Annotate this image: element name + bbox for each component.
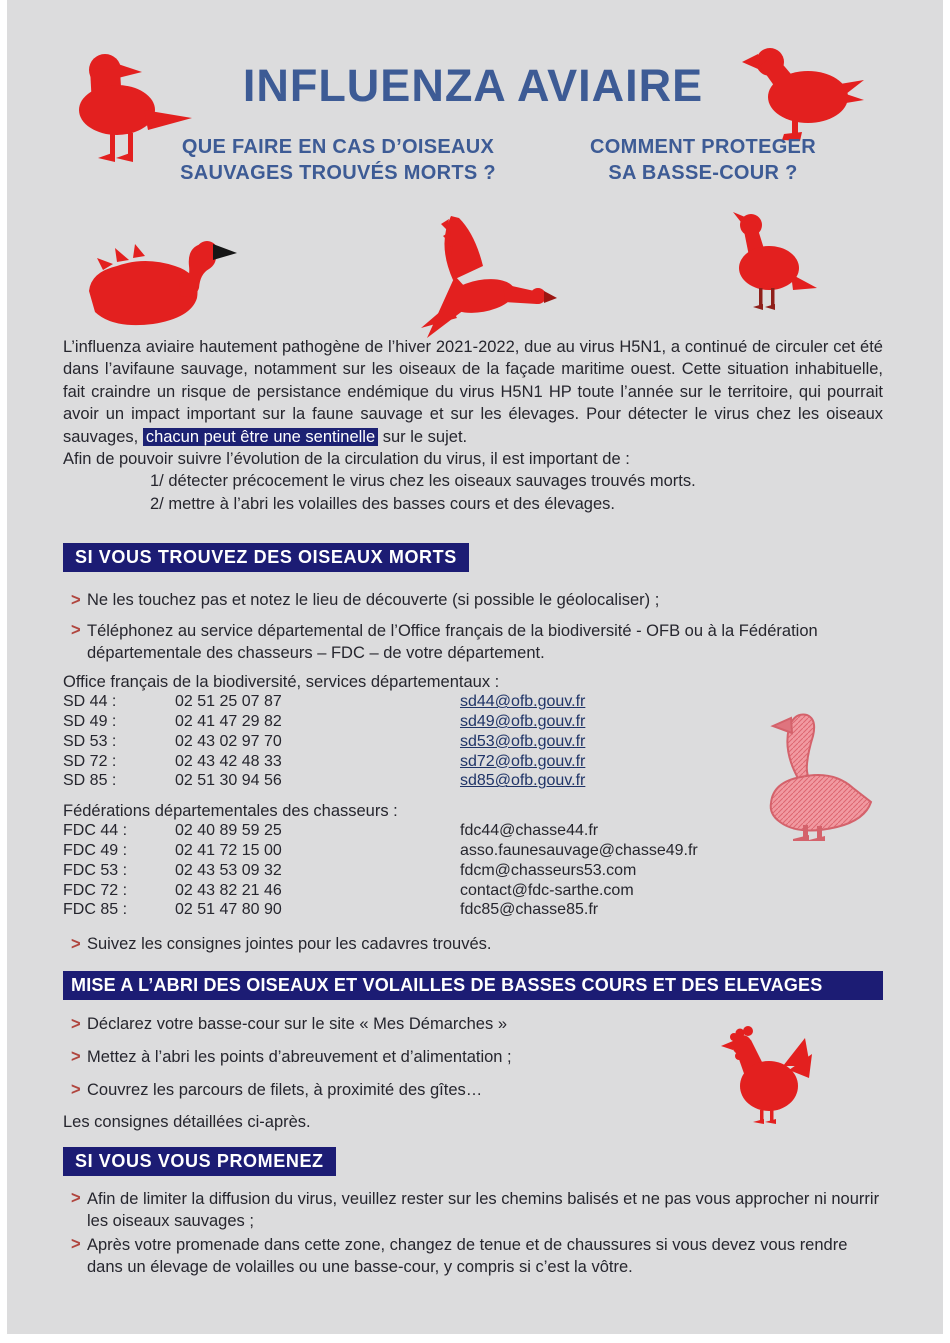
contact-row-fdc85 bbox=[63, 900, 883, 920]
intro-item2: 2/ mettre à l’abri les volailles des basses cours et des élevages. bbox=[150, 494, 615, 513]
bullet-text: Ne les touchez pas et notez le lieu de découverte (si possible le géolocaliser) ; bbox=[87, 591, 660, 610]
subtitle-left-line2: SAUVAGES TROUVÉS MORTS ? bbox=[180, 162, 496, 184]
bullet-dont-touch bbox=[71, 589, 883, 611]
contact-email: contact@fdc-sarthe.com bbox=[460, 881, 634, 899]
contact-phone: 02 43 02 97 70 bbox=[175, 732, 282, 750]
contact-label: SD 44 : bbox=[63, 693, 117, 711]
bullet-text: Après votre promenade dans cette zone, changez de tenue et de chaussures si vous devez vous rendre dans un élevage de volailles ou une basse-cour, y compris si c’est la vôtre. bbox=[87, 1236, 848, 1277]
intro-line2: Afin de pouvoir suivre l’évolution de la circulation du virus, il est important de : bbox=[63, 450, 630, 469]
contact-email: fdc85@chasse85.fr bbox=[460, 901, 599, 919]
bullet-change-clothes bbox=[71, 1234, 883, 1278]
contact-phone: 02 40 89 59 25 bbox=[175, 822, 282, 840]
bullet-arrow-icon: > bbox=[71, 1189, 81, 1209]
contact-label: SD 49 : bbox=[63, 713, 117, 731]
contact-row-sd72 bbox=[63, 752, 883, 772]
contact-phone: 02 41 47 29 82 bbox=[175, 713, 282, 731]
contact-row-sd44 bbox=[63, 692, 883, 712]
bullet-arrow-icon: > bbox=[71, 1080, 81, 1100]
contact-row-fdc72 bbox=[63, 881, 883, 901]
intro-paragraph bbox=[63, 336, 883, 448]
contact-label: FDC 85 : bbox=[63, 901, 128, 919]
contact-row-sd85 bbox=[63, 771, 883, 791]
contact-row-sd53 bbox=[63, 732, 883, 752]
bullet-cover bbox=[71, 1079, 883, 1101]
subtitle-left bbox=[63, 134, 523, 186]
contact-label: SD 85 : bbox=[63, 772, 117, 790]
contact-label: FDC 53 : bbox=[63, 861, 128, 879]
contact-label: FDC 72 : bbox=[63, 881, 128, 899]
subtitle-right bbox=[523, 134, 883, 186]
intro-text-after: sur le sujet. bbox=[378, 427, 468, 446]
section3-header: SI VOUS VOUS PROMENEZ bbox=[63, 1147, 336, 1176]
contact-email: asso.faunesauvage@chasse49.fr bbox=[460, 842, 698, 860]
bullet-stay-on-paths bbox=[71, 1188, 883, 1232]
contact-phone: 02 41 72 15 00 bbox=[175, 842, 282, 860]
fdc-contacts-title: Fédérations départementales des chasseurs : bbox=[63, 802, 398, 821]
contact-phone: 02 51 25 07 87 bbox=[175, 693, 282, 711]
contact-label: FDC 49 : bbox=[63, 842, 128, 860]
subtitle-right-line1: COMMENT PROTEGER bbox=[590, 136, 816, 158]
bullet-arrow-icon: > bbox=[71, 621, 81, 641]
flyer-page bbox=[7, 0, 943, 1334]
contact-email: fdc44@chasse44.fr bbox=[460, 822, 599, 840]
intro-item1: 1/ détecter précocement le virus chez les oiseaux sauvages trouvés morts. bbox=[150, 472, 696, 491]
section2-header: MISE A L’ABRI DES OISEAUX ET VOLAILLES DE BASSES COURS ET DES ELEVAGES bbox=[63, 971, 883, 1000]
intro-text-before: L’influenza aviaire hautement pathogène de l’hiver 2021-2022, due au virus H5N1, a continué de circuler cet été dans l’avifaune sauvage, notamment sur les oiseaux de la façade maritime ouest. Cette situation inhabituelle, fait craindre un risque de persistance endémique du virus H5N1 HP toute l’année sur le territoire, qui pourrait avoir un impact important sur la faune sauvage et sur les élevages. Pour détecter le virus chez les oiseaux sauvages, bbox=[63, 338, 883, 446]
bullet-shelter bbox=[71, 1046, 883, 1068]
bullet-text: Afin de limiter la diffusion du virus, veuillez rester sur les chemins balisés et ne pas vous approcher ni nourrir les oiseaux sauvages ; bbox=[87, 1190, 880, 1231]
contact-email-link[interactable]: sd44@ofb.gouv.fr bbox=[460, 693, 586, 711]
contact-row-sd49 bbox=[63, 712, 883, 732]
contact-phone: 02 43 53 09 32 bbox=[175, 861, 282, 879]
contact-phone: 02 51 30 94 56 bbox=[175, 772, 282, 790]
bullet-arrow-icon: > bbox=[71, 934, 81, 954]
bullet-text: Mettez à l’abri les points d’abreuvement et d’alimentation ; bbox=[87, 1048, 512, 1067]
section1-header: SI VOUS TROUVEZ DES OISEAUX MORTS bbox=[63, 543, 469, 572]
bullet-text: Suivez les consignes jointes pour les cadavres trouvés. bbox=[87, 935, 492, 954]
bullet-arrow-icon: > bbox=[71, 1047, 81, 1067]
bullet-arrow-icon: > bbox=[71, 1014, 81, 1034]
contact-phone: 02 51 47 80 90 bbox=[175, 901, 282, 919]
sentinelle-highlight: chacun peut être une sentinelle bbox=[143, 428, 378, 446]
contact-email-link[interactable]: sd72@ofb.gouv.fr bbox=[460, 752, 586, 770]
contact-phone: 02 43 82 21 46 bbox=[175, 881, 282, 899]
page-title: INFLUENZA AVIAIRE bbox=[242, 60, 704, 111]
bullet-text: Déclarez votre basse-cour sur le site « Mes Démarches » bbox=[87, 1015, 507, 1034]
ofb-contacts-title: Office français de la biodiversité, services départementaux : bbox=[63, 673, 500, 692]
contact-row-fdc49 bbox=[63, 841, 883, 861]
detailed-instructions-note: Les consignes détaillées ci-après. bbox=[63, 1113, 311, 1132]
bullet-declare bbox=[71, 1013, 883, 1035]
contact-phone: 02 43 42 48 33 bbox=[175, 752, 282, 770]
subtitle-left-line1: QUE FAIRE EN CAS D’OISEAUX bbox=[181, 136, 495, 158]
contact-label: SD 53 : bbox=[63, 732, 117, 750]
bullet-call-ofb bbox=[71, 620, 883, 664]
contact-email-link[interactable]: sd49@ofb.gouv.fr bbox=[460, 713, 586, 731]
contact-row-fdc53 bbox=[63, 861, 883, 881]
contact-label: FDC 44 : bbox=[63, 822, 128, 840]
birds-row-spacer bbox=[63, 186, 883, 336]
bullet-arrow-icon: > bbox=[71, 1235, 81, 1255]
contact-email: fdcm@chasseurs53.com bbox=[460, 861, 637, 879]
contact-email-link[interactable]: sd53@ofb.gouv.fr bbox=[460, 732, 586, 750]
subtitle-right-line2: SA BASSE-COUR ? bbox=[608, 162, 798, 184]
bullet-text: Couvrez les parcours de filets, à proximité des gîtes… bbox=[87, 1081, 483, 1100]
contact-label: SD 72 : bbox=[63, 752, 117, 770]
contact-row-fdc44 bbox=[63, 821, 883, 841]
bullet-arrow-icon: > bbox=[71, 590, 81, 610]
bullet-follow-instructions bbox=[71, 933, 883, 955]
contact-email-link[interactable]: sd85@ofb.gouv.fr bbox=[460, 772, 586, 790]
bullet-text: Téléphonez au service départemental de l’Office français de la biodiversité - OFB ou à la Fédération départementale des chasseurs – FDC – de votre département. bbox=[87, 622, 818, 663]
subtitles-row bbox=[63, 134, 883, 186]
